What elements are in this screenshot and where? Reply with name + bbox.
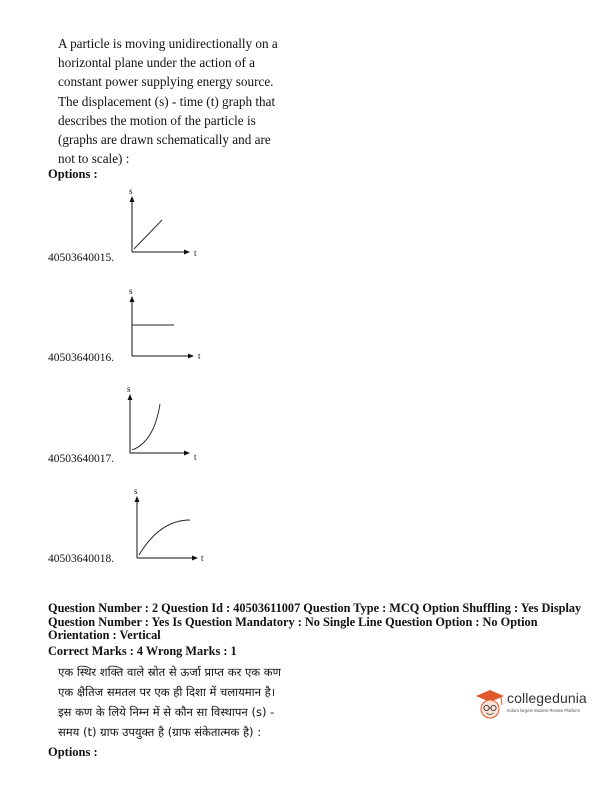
option-graph-constant[interactable] (118, 284, 208, 364)
y-axis-label: s (129, 286, 133, 296)
option-graph-concave-down[interactable] (124, 484, 214, 568)
metadata-line: Question Number : Yes Is Question Mandatory : No Single Line Question Option : No Option (48, 614, 538, 629)
option-graph-concave-up[interactable] (118, 380, 208, 464)
option-id: 40503640018. (48, 553, 115, 565)
x-axis-label: t (194, 248, 197, 258)
option-id: 40503640015. (48, 252, 115, 264)
curve-straight-line (134, 220, 162, 249)
question-text (58, 34, 298, 168)
question-line: A particle is moving unidirectionally on a (58, 36, 278, 51)
question-line-hindi: समय (t) ग्राफ उपयुक्त है (ग्राफ संकेतात्मक है) : (58, 725, 262, 739)
question-line-hindi: एक क्षैतिज समतल पर एक ही दिशा में चलायमान है। (58, 685, 276, 699)
y-axis-label: s (127, 384, 131, 394)
option-graph-straight-line[interactable] (118, 184, 208, 264)
question-metadata (48, 602, 588, 643)
metadata-line: Orientation : Vertical (48, 628, 161, 642)
question-line-hindi: इस कण के लिये निम्न में से कौन सा विस्थापन (s) - (58, 705, 275, 719)
question-text-hindi (58, 662, 318, 742)
options-label: Options : (48, 167, 98, 181)
logo-tagline: India's largest Student Review Platform (507, 708, 580, 713)
option-id: 40503640016. (48, 352, 115, 364)
question-line: The displacement (s) - time (t) graph that (58, 93, 276, 109)
y-axis-label: s (134, 486, 138, 496)
mascot-icon (474, 688, 506, 722)
options-label: Options : (48, 745, 98, 759)
collegedunia-logo (474, 688, 604, 724)
curve-concave-down (139, 520, 190, 555)
question-line: (graphs are drawn schematically and are (58, 132, 271, 148)
question-line: not to scale) : (58, 151, 130, 167)
question-line: describes the motion of the particle is (58, 112, 256, 128)
metadata-line: Question Number : 2 Question Id : 40503611007 Question Type : MCQ Option Shuffling : Yes Display (48, 601, 582, 615)
marks-line: Correct Marks : 4 Wrong Marks : 1 (48, 644, 237, 658)
x-axis-label: t (198, 351, 201, 361)
logo-name: collegedunia (507, 690, 587, 706)
question-line: constant power supplying energy source. (58, 74, 274, 90)
question-line-hindi: एक स्थिर शक्ति वाले स्रोत से ऊर्जा प्राप्त कर एक कण (58, 665, 281, 679)
x-axis-label: t (194, 452, 197, 462)
question-line: horizontal plane under the action of a (58, 55, 256, 71)
option-id: 40503640017. (48, 453, 115, 465)
x-axis-label: t (201, 553, 204, 563)
curve-concave-up (132, 404, 160, 450)
y-axis-label: s (129, 186, 133, 196)
